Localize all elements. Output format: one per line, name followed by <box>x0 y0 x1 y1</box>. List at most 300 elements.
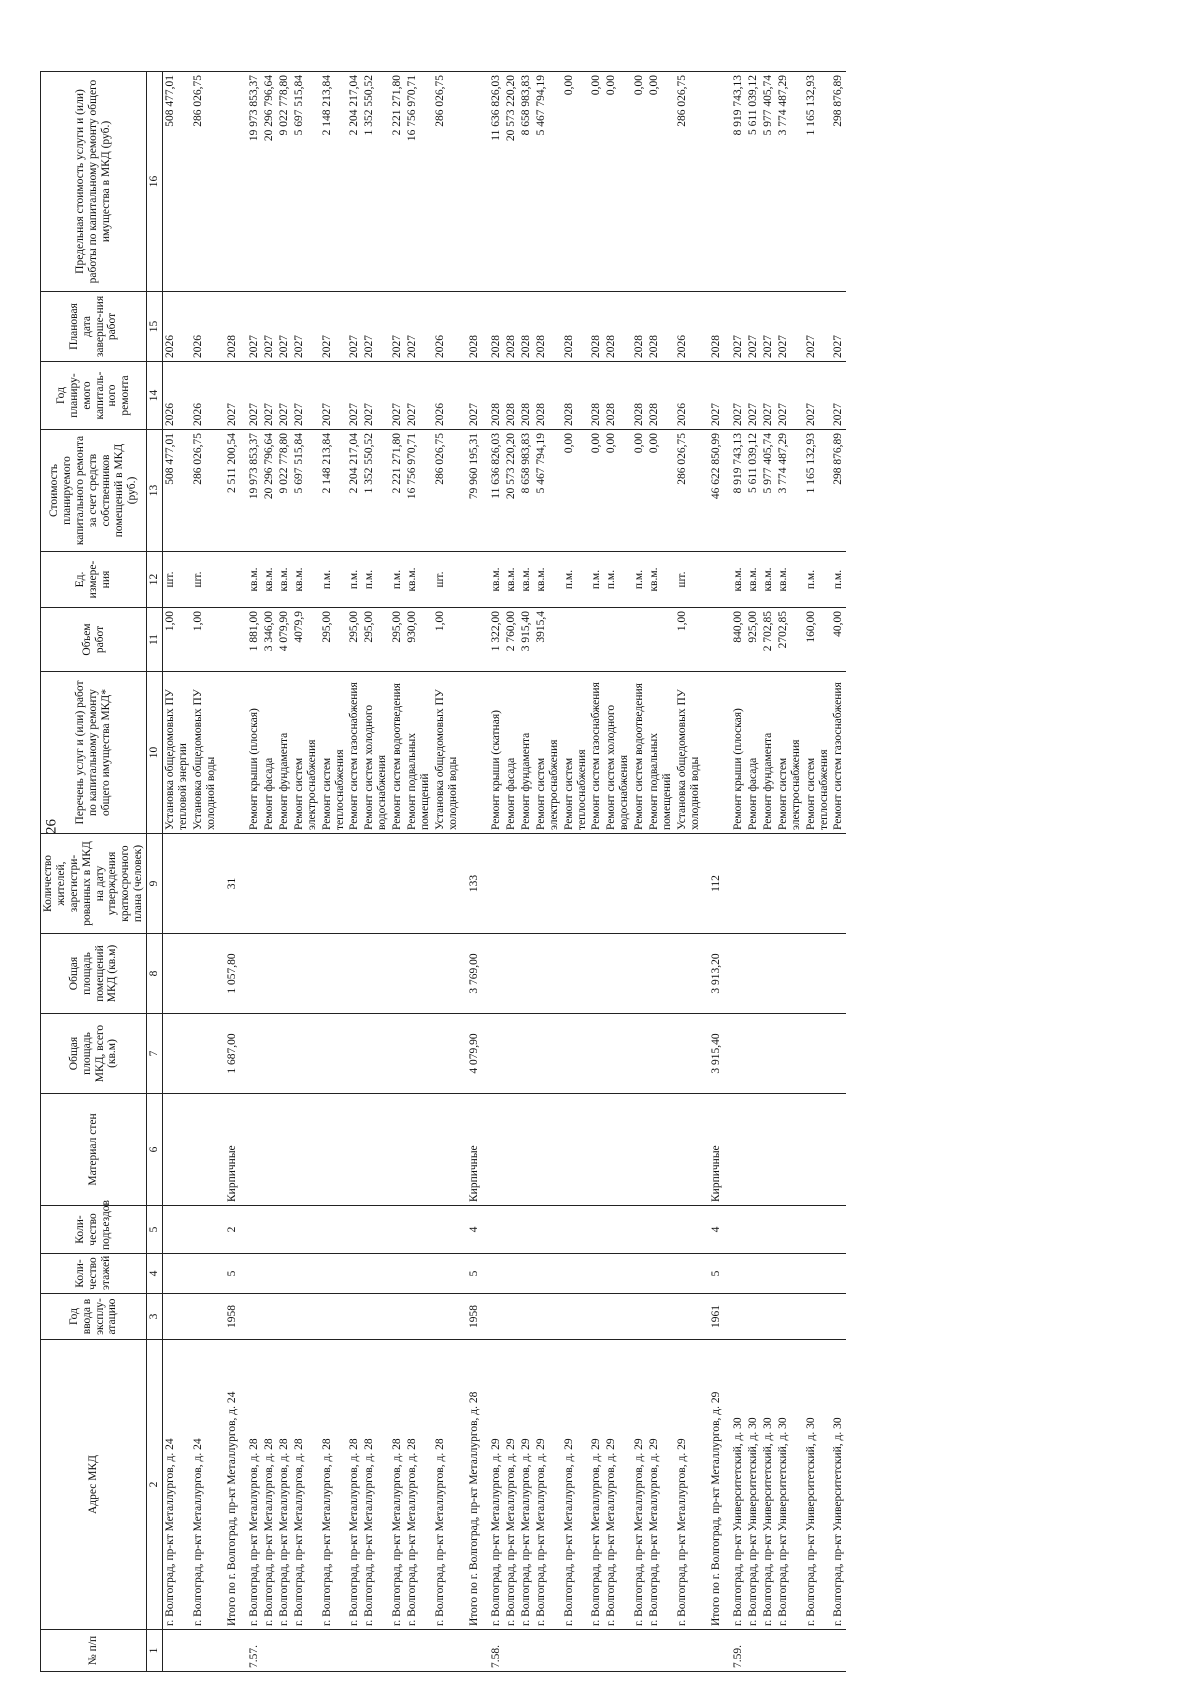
unit-cell: кв.м. <box>247 552 262 608</box>
premises-area-cell <box>262 934 277 1014</box>
address-cell: г. Волгоград, пр-кт Металлургов, д. 29 <box>604 1340 632 1630</box>
total-area-cell <box>761 1014 776 1094</box>
residents-cell <box>804 834 832 934</box>
work-volume-cell: 1,00 <box>675 608 703 672</box>
entrances-cell <box>776 1206 804 1254</box>
max-cost-cell: 508 477,01 <box>162 72 190 292</box>
floors-cell <box>831 1254 846 1294</box>
wall-material-cell <box>320 1094 348 1206</box>
planned-year-cell: 2027 <box>776 362 804 430</box>
table-row <box>647 72 675 1672</box>
entrances-cell <box>191 1206 219 1254</box>
header-cell: Предельная стоимость услуги и (или) работы по капитальному ремонту общего имущества в МКД (руб.) <box>41 72 147 292</box>
residents-cell <box>292 834 320 934</box>
premises-area-cell <box>831 934 846 1014</box>
planned-year-cell: 2027 <box>761 362 776 430</box>
total-area-cell <box>519 1014 534 1094</box>
work-type-cell: Установка общедомовых ПУ тепловой энергии <box>162 672 190 834</box>
total-area-cell <box>831 1014 846 1094</box>
planned-year-cell: 2027 <box>362 362 390 430</box>
planned-year-cell: 2028 <box>632 362 647 430</box>
address-cell: г. Волгоград, пр-кт Металлургов, д. 29 <box>632 1340 647 1630</box>
work-type-cell: Ремонт крыши (плоская) <box>731 672 746 834</box>
floors-cell <box>362 1254 390 1294</box>
address-cell: г. Волгоград, пр-кт Металлургов, д. 28 <box>347 1340 362 1630</box>
wall-material-cell <box>632 1094 647 1206</box>
work-volume-cell: 1 322,00 <box>489 608 504 672</box>
planned-cost-cell: 1 165 132,93 <box>804 430 832 552</box>
wall-material-cell <box>433 1094 461 1206</box>
column-number: 10 <box>147 672 163 834</box>
max-cost-cell: 20 573 220,20 <box>504 72 519 292</box>
year-built-cell: 1958 <box>460 1294 489 1340</box>
row-number-cell <box>277 1630 292 1672</box>
completion-year-cell: 2028 <box>218 292 247 362</box>
floors-cell <box>731 1254 746 1294</box>
residents-cell <box>504 834 519 934</box>
planned-cost-cell: 0,00 <box>647 430 675 552</box>
total-area-cell: 4 079,90 <box>460 1014 489 1094</box>
planned-year-cell: 2026 <box>191 362 219 430</box>
total-area-cell <box>647 1014 675 1094</box>
completion-year-cell: 2026 <box>191 292 219 362</box>
table-row <box>191 72 219 1672</box>
row-number-cell <box>162 1630 190 1672</box>
address-cell: г. Волгоград, пр-кт Металлургов, д. 28 <box>277 1340 292 1630</box>
work-volume-cell: 3 346,00 <box>262 608 277 672</box>
table-row <box>292 72 320 1672</box>
max-cost-cell: 16 756 970,71 <box>405 72 433 292</box>
unit-cell: п.м. <box>589 552 604 608</box>
planned-cost-cell: 286 026,75 <box>675 430 703 552</box>
work-type-cell: Ремонт систем водоотведения <box>390 672 405 834</box>
premises-area-cell <box>675 934 703 1014</box>
table-total-row <box>218 72 247 1672</box>
row-number-cell <box>632 1630 647 1672</box>
year-built-cell <box>804 1294 832 1340</box>
table-row <box>162 72 190 1672</box>
year-built-cell <box>262 1294 277 1340</box>
work-type-cell: Ремонт фундамента <box>519 672 534 834</box>
entrances-cell: 2 <box>218 1206 247 1254</box>
residents-cell <box>433 834 461 934</box>
row-number-cell <box>262 1630 277 1672</box>
max-cost-cell: 5 611 039,12 <box>746 72 761 292</box>
wall-material-cell <box>804 1094 832 1206</box>
entrances-cell <box>632 1206 647 1254</box>
table-row <box>604 72 632 1672</box>
work-type-cell <box>460 672 489 834</box>
unit-cell: кв.м. <box>776 552 804 608</box>
wall-material-cell <box>589 1094 604 1206</box>
year-built-cell <box>647 1294 675 1340</box>
unit-cell <box>702 552 731 608</box>
premises-area-cell <box>647 934 675 1014</box>
page-number: 26 <box>43 819 60 834</box>
year-built-cell <box>191 1294 219 1340</box>
total-area-cell <box>776 1014 804 1094</box>
work-volume-cell: 4079,9 <box>292 608 320 672</box>
wall-material-cell <box>191 1094 219 1206</box>
total-area-cell <box>604 1014 632 1094</box>
work-type-cell: Ремонт систем теплоснабжения <box>320 672 348 834</box>
unit-cell: кв.м. <box>489 552 504 608</box>
year-built-cell <box>362 1294 390 1340</box>
address-cell: г. Волгоград, пр-кт Металлургов, д. 28 <box>292 1340 320 1630</box>
entrances-cell <box>277 1206 292 1254</box>
planned-year-cell: 2027 <box>262 362 277 430</box>
premises-area-cell <box>247 934 262 1014</box>
column-number: 7 <box>147 1014 163 1094</box>
premises-area-cell: 1 057,80 <box>218 934 247 1014</box>
work-type-cell: Установка общедомовых ПУ холодной воды <box>191 672 219 834</box>
total-area-cell <box>347 1014 362 1094</box>
wall-material-cell: Кирпичные <box>218 1094 247 1206</box>
total-area-cell <box>675 1014 703 1094</box>
year-built-cell <box>534 1294 562 1340</box>
table-row <box>504 72 519 1672</box>
column-number: 12 <box>147 552 163 608</box>
premises-area-cell <box>519 934 534 1014</box>
planned-year-cell: 2027 <box>347 362 362 430</box>
premises-area-cell <box>604 934 632 1014</box>
work-type-cell <box>218 672 247 834</box>
work-type-cell: Ремонт фундамента <box>761 672 776 834</box>
residents-cell <box>731 834 746 934</box>
work-type-cell: Ремонт систем водоотведения <box>632 672 647 834</box>
wall-material-cell <box>362 1094 390 1206</box>
row-number-cell <box>647 1630 675 1672</box>
unit-cell: п.м. <box>320 552 348 608</box>
year-built-cell <box>562 1294 590 1340</box>
planned-year-cell: 2027 <box>804 362 832 430</box>
planned-year-cell: 2028 <box>489 362 504 430</box>
completion-year-cell: 2028 <box>534 292 562 362</box>
row-number-cell <box>675 1630 703 1672</box>
residents-cell <box>746 834 761 934</box>
completion-year-cell: 2026 <box>675 292 703 362</box>
column-number: 9 <box>147 834 163 934</box>
address-cell: г. Волгоград, пр-кт Металлургов, д. 28 <box>433 1340 461 1630</box>
year-built-cell <box>746 1294 761 1340</box>
completion-year-cell: 2027 <box>776 292 804 362</box>
wall-material-cell <box>604 1094 632 1206</box>
residents-cell <box>562 834 590 934</box>
entrances-cell <box>746 1206 761 1254</box>
column-number: 16 <box>147 72 163 292</box>
planned-year-cell: 2027 <box>831 362 846 430</box>
unit-cell: кв.м. <box>731 552 746 608</box>
address-cell: г. Волгоград, пр-кт Металлургов, д. 28 <box>390 1340 405 1630</box>
completion-year-cell: 2028 <box>460 292 489 362</box>
row-number-cell <box>218 1630 247 1672</box>
address-cell: Итого по г. Волгоград, пр-кт Металлургов, д. 24 <box>218 1340 247 1630</box>
completion-year-cell: 2027 <box>362 292 390 362</box>
work-volume-cell: 295,00 <box>390 608 405 672</box>
header-cell: Ед. измере-ния <box>41 552 147 608</box>
planned-cost-cell: 508 477,01 <box>162 430 190 552</box>
work-type-cell: Ремонт систем теплоснабжения <box>804 672 832 834</box>
residents-cell <box>519 834 534 934</box>
row-number-cell <box>519 1630 534 1672</box>
planned-cost-cell: 16 756 970,71 <box>405 430 433 552</box>
max-cost-cell: 286 026,75 <box>433 72 461 292</box>
completion-year-cell: 2028 <box>589 292 604 362</box>
planned-cost-cell: 298 876,89 <box>831 430 846 552</box>
floors-cell <box>405 1254 433 1294</box>
entrances-cell <box>604 1206 632 1254</box>
year-built-cell <box>433 1294 461 1340</box>
wall-material-cell <box>831 1094 846 1206</box>
floors-cell <box>191 1254 219 1294</box>
work-type-cell: Ремонт фасада <box>262 672 277 834</box>
entrances-cell <box>647 1206 675 1254</box>
planned-cost-cell: 286 026,75 <box>433 430 461 552</box>
planned-year-cell: 2028 <box>504 362 519 430</box>
floors-cell <box>247 1254 262 1294</box>
entrances-cell <box>433 1206 461 1254</box>
work-volume-cell: 1,00 <box>162 608 190 672</box>
year-built-cell <box>390 1294 405 1340</box>
table-row <box>489 72 504 1672</box>
wall-material-cell <box>534 1094 562 1206</box>
unit-cell: п.м. <box>632 552 647 608</box>
entrances-cell <box>761 1206 776 1254</box>
floors-cell <box>162 1254 190 1294</box>
planned-cost-cell: 8 658 983,83 <box>519 430 534 552</box>
table-row <box>405 72 433 1672</box>
max-cost-cell: 11 636 826,03 <box>489 72 504 292</box>
year-built-cell <box>604 1294 632 1340</box>
table-row <box>390 72 405 1672</box>
planned-cost-cell: 79 960 195,31 <box>460 430 489 552</box>
planned-cost-cell: 5 977 405,74 <box>761 430 776 552</box>
completion-year-cell: 2028 <box>504 292 519 362</box>
floors-cell <box>489 1254 504 1294</box>
work-type-cell: Ремонт подвальных помещений <box>405 672 433 834</box>
entrances-cell <box>362 1206 390 1254</box>
work-type-cell: Ремонт подвальных помещений <box>647 672 675 834</box>
work-volume-cell <box>218 608 247 672</box>
table-row <box>761 72 776 1672</box>
work-volume-cell: 2 702,85 <box>761 608 776 672</box>
address-cell: г. Волгоград, пр-кт Металлургов, д. 29 <box>675 1340 703 1630</box>
planned-cost-cell: 8 919 743,13 <box>731 430 746 552</box>
year-built-cell <box>489 1294 504 1340</box>
year-built-cell <box>347 1294 362 1340</box>
address-cell: г. Волгоград, пр-кт Металлургов, д. 29 <box>504 1340 519 1630</box>
wall-material-cell: Кирпичные <box>460 1094 489 1206</box>
planned-cost-cell: 286 026,75 <box>191 430 219 552</box>
total-area-cell <box>489 1014 504 1094</box>
wall-material-cell <box>731 1094 746 1206</box>
address-cell: г. Волгоград, пр-кт Университетский, д. 30 <box>831 1340 846 1630</box>
entrances-cell <box>347 1206 362 1254</box>
floors-cell <box>604 1254 632 1294</box>
work-type-cell <box>702 672 731 834</box>
row-number-cell: 7.59. <box>731 1630 746 1672</box>
column-number: 6 <box>147 1094 163 1206</box>
unit-cell: п.м. <box>604 552 632 608</box>
residents-cell <box>589 834 604 934</box>
header-cell: Коли-чество подъездов <box>41 1206 147 1254</box>
total-area-cell <box>433 1014 461 1094</box>
planned-cost-cell: 0,00 <box>632 430 647 552</box>
unit-cell: шт. <box>191 552 219 608</box>
planned-year-cell: 2027 <box>390 362 405 430</box>
floors-cell <box>504 1254 519 1294</box>
unit-cell: п.м. <box>562 552 590 608</box>
total-area-cell <box>162 1014 190 1094</box>
total-area-cell <box>390 1014 405 1094</box>
work-type-cell: Установка общедомовых ПУ холодной воды <box>675 672 703 834</box>
row-number-cell <box>390 1630 405 1672</box>
entrances-cell <box>162 1206 190 1254</box>
entrances-cell <box>262 1206 277 1254</box>
table-row <box>731 72 746 1672</box>
unit-cell: п.м. <box>831 552 846 608</box>
address-cell: г. Волгоград, пр-кт Университетский, д. 30 <box>804 1340 832 1630</box>
unit-cell: кв.м. <box>761 552 776 608</box>
premises-area-cell <box>347 934 362 1014</box>
capital-repair-table <box>40 71 846 1672</box>
floors-cell <box>262 1254 277 1294</box>
completion-year-cell: 2027 <box>831 292 846 362</box>
row-number-cell <box>702 1630 731 1672</box>
header-cell: Материал стен <box>41 1094 147 1206</box>
address-cell: г. Волгоград, пр-кт Металлургов, д. 29 <box>647 1340 675 1630</box>
premises-area-cell <box>390 934 405 1014</box>
row-number-cell <box>405 1630 433 1672</box>
column-number: 11 <box>147 608 163 672</box>
work-type-cell: Ремонт фасада <box>504 672 519 834</box>
wall-material-cell <box>746 1094 761 1206</box>
residents-cell <box>162 834 190 934</box>
address-cell: г. Волгоград, пр-кт Металлургов, д. 29 <box>519 1340 534 1630</box>
residents-cell <box>362 834 390 934</box>
work-volume-cell: 4 079,90 <box>277 608 292 672</box>
table-total-row <box>702 72 731 1672</box>
max-cost-cell: 3 774 487,29 <box>776 72 804 292</box>
residents-cell <box>347 834 362 934</box>
table-total-row <box>460 72 489 1672</box>
max-cost-cell <box>218 72 247 292</box>
address-cell: г. Волгоград, пр-кт Университетский, д. 30 <box>731 1340 746 1630</box>
total-area-cell <box>534 1014 562 1094</box>
total-area-cell <box>804 1014 832 1094</box>
unit-cell: шт. <box>162 552 190 608</box>
completion-year-cell: 2027 <box>347 292 362 362</box>
address-cell: г. Волгоград, пр-кт Металлургов, д. 28 <box>262 1340 277 1630</box>
completion-year-cell: 2027 <box>247 292 262 362</box>
entrances-cell <box>519 1206 534 1254</box>
max-cost-cell: 9 022 778,80 <box>277 72 292 292</box>
residents-cell: 112 <box>702 834 731 934</box>
header-cell: Год ввода в эксплу-атацию <box>41 1294 147 1340</box>
unit-cell: кв.м. <box>647 552 675 608</box>
unit-cell: кв.м. <box>277 552 292 608</box>
address-cell: Итого по г. Волгоград, пр-кт Металлургов, д. 28 <box>460 1340 489 1630</box>
work-type-cell: Установка общедомовых ПУ холодной воды <box>433 672 461 834</box>
max-cost-cell: 0,00 <box>647 72 675 292</box>
year-built-cell <box>504 1294 519 1340</box>
planned-cost-cell: 2 221 271,80 <box>390 430 405 552</box>
table-row <box>247 72 262 1672</box>
column-number: 14 <box>147 362 163 430</box>
residents-cell <box>390 834 405 934</box>
planned-cost-cell: 19 973 853,37 <box>247 430 262 552</box>
work-volume-cell: 2702,85 <box>776 608 804 672</box>
work-type-cell: Ремонт фундамента <box>277 672 292 834</box>
entrances-cell: 4 <box>460 1206 489 1254</box>
table-row <box>277 72 292 1672</box>
table-row <box>519 72 534 1672</box>
row-number-cell <box>347 1630 362 1672</box>
planned-cost-cell: 5 467 794,19 <box>534 430 562 552</box>
year-built-cell <box>292 1294 320 1340</box>
work-volume-cell: 925,00 <box>746 608 761 672</box>
wall-material-cell <box>761 1094 776 1206</box>
column-number: 4 <box>147 1254 163 1294</box>
work-type-cell: Ремонт систем теплоснабжения <box>562 672 590 834</box>
header-cell: Общая площадь помещений МКД (кв.м) <box>41 934 147 1014</box>
entrances-cell <box>320 1206 348 1254</box>
entrances-cell <box>534 1206 562 1254</box>
wall-material-cell <box>247 1094 262 1206</box>
premises-area-cell <box>292 934 320 1014</box>
column-number: 8 <box>147 934 163 1014</box>
residents-cell <box>534 834 562 934</box>
unit-cell: кв.м. <box>519 552 534 608</box>
floors-cell <box>675 1254 703 1294</box>
address-cell: г. Волгоград, пр-кт Металлургов, д. 29 <box>534 1340 562 1630</box>
row-number-cell <box>320 1630 348 1672</box>
entrances-cell <box>831 1206 846 1254</box>
completion-year-cell: 2028 <box>604 292 632 362</box>
floors-cell <box>761 1254 776 1294</box>
work-volume-cell: 840,00 <box>731 608 746 672</box>
work-volume-cell: 2 760,00 <box>504 608 519 672</box>
table-row <box>320 72 348 1672</box>
entrances-cell <box>504 1206 519 1254</box>
max-cost-cell: 0,00 <box>562 72 590 292</box>
entrances-cell <box>247 1206 262 1254</box>
planned-year-cell: 2027 <box>247 362 262 430</box>
work-volume-cell: 3 915,40 <box>519 608 534 672</box>
year-built-cell <box>320 1294 348 1340</box>
planned-year-cell: 2027 <box>405 362 433 430</box>
address-cell: г. Волгоград, пр-кт Металлургов, д. 28 <box>320 1340 348 1630</box>
year-built-cell <box>247 1294 262 1340</box>
address-cell: г. Волгоград, пр-кт Металлургов, д. 24 <box>191 1340 219 1630</box>
residents-cell <box>191 834 219 934</box>
row-number-cell: 7.58. <box>489 1630 504 1672</box>
residents-cell <box>647 834 675 934</box>
max-cost-cell <box>702 72 731 292</box>
column-number: 1 <box>147 1630 163 1672</box>
work-type-cell: Ремонт систем газоснабжения <box>347 672 362 834</box>
premises-area-cell <box>746 934 761 1014</box>
planned-cost-cell: 0,00 <box>589 430 604 552</box>
total-area-cell <box>504 1014 519 1094</box>
residents-cell <box>675 834 703 934</box>
work-volume-cell: 295,00 <box>347 608 362 672</box>
planned-cost-cell: 2 148 213,84 <box>320 430 348 552</box>
total-area-cell <box>589 1014 604 1094</box>
row-number-cell <box>604 1630 632 1672</box>
planned-year-cell: 2027 <box>702 362 731 430</box>
premises-area-cell <box>776 934 804 1014</box>
